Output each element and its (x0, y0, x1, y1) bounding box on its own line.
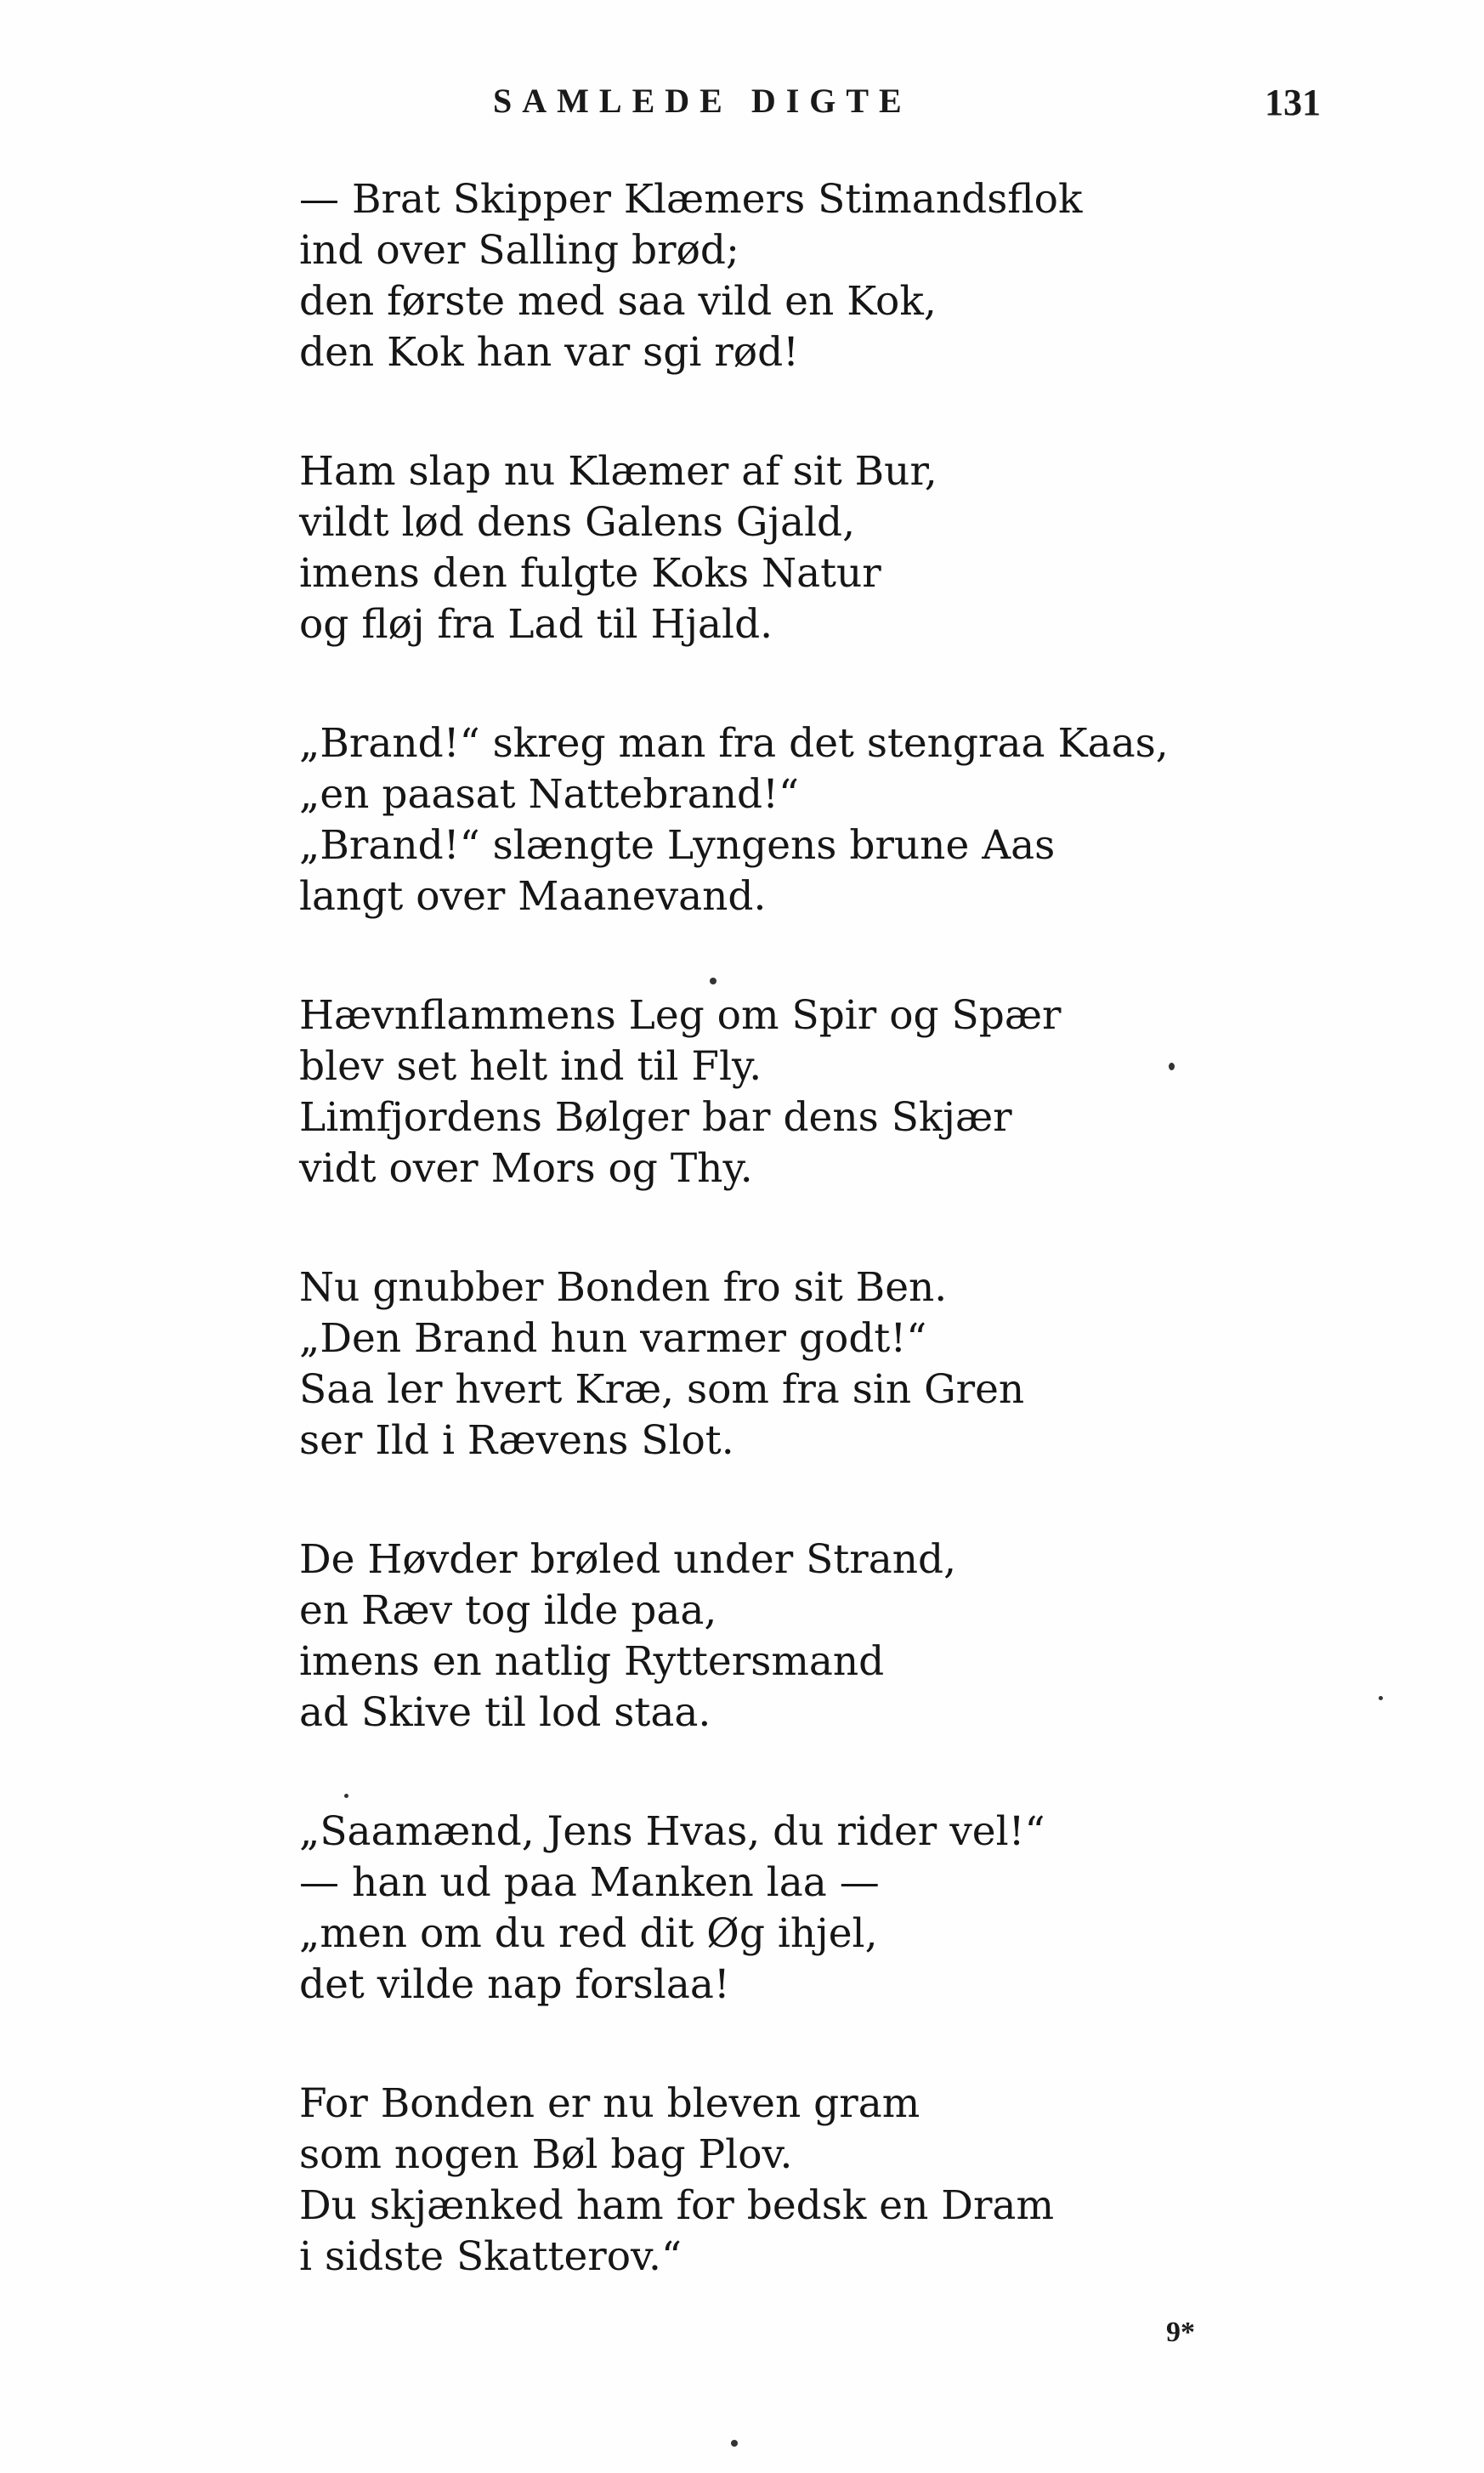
poem-line: langt over Maanevand. (299, 873, 767, 920)
poem-line: „men om du red dit Øg ihjel, (299, 1910, 878, 1957)
stanza-8 (299, 2079, 1362, 2283)
stanza-3 (299, 718, 1362, 922)
scan-speck (1379, 1696, 1383, 1700)
poem-line: vildt lød dens Galens Gjald, (299, 499, 856, 546)
poem-line: Ham slap nu Klæmer af sit Bur, (299, 448, 937, 495)
scan-speck (710, 978, 717, 984)
poem-line: ser Ild i Rævens Slot. (299, 1417, 734, 1464)
poem (299, 174, 1362, 2351)
poem-line: Limfjordens Bølger bar dens Skjær (299, 1094, 1012, 1141)
poem-line: De Høvder brøled under Strand, (299, 1536, 957, 1583)
poem-line: en Ræv tog ilde paa, (299, 1587, 717, 1634)
poem-line: Hævnflammens Leg om Spir og Spær (299, 992, 1062, 1039)
poem-line: vidt over Mors og Thy. (299, 1145, 753, 1192)
poem-line: imens den fulgte Koks Natur (299, 550, 881, 597)
poem-line: ind over Salling brød; (299, 227, 739, 274)
stanza-6 (299, 1534, 1362, 1738)
poem-line: i sidste Skatterov.“ (299, 2233, 682, 2280)
poem-line: „en paasat Nattebrand!“ (299, 771, 800, 818)
poem-line: „Saamænd, Jens Hvas, du rider vel!“ (299, 1808, 1045, 1855)
poem-line: blev set helt ind til Fly. (299, 1043, 762, 1090)
scan-speck (344, 1794, 348, 1798)
poem-line: den første med saa vild en Kok, (299, 278, 937, 325)
poem-line: „Brand!“ slængte Lyngens brune Aas (299, 822, 1056, 869)
poem-line: Du skjænked ham for bedsk en Dram (299, 2182, 1055, 2229)
printer-signature-mark: 9* (1166, 2317, 1195, 2348)
poem-line: det vilde nap forslaa! (299, 1961, 730, 2008)
poem-line: „Den Brand hun varmer godt!“ (299, 1315, 927, 1362)
scan-speck (1169, 1063, 1175, 1070)
poem-line: ad Skive til lod staa. (299, 1689, 711, 1736)
poem-line: — Brat Skipper Klæmers Stimandsflok (299, 176, 1083, 223)
stanza-1 (299, 174, 1362, 378)
stanza-2 (299, 446, 1362, 650)
stanza-7 (299, 1807, 1362, 2011)
poem-line: Nu gnubber Bonden fro sit Ben. (299, 1264, 948, 1311)
scan-speck (731, 2440, 738, 2447)
poem-line: og fløj fra Lad til Hjald. (299, 601, 773, 648)
stanza-5 (299, 1262, 1362, 1466)
poem-line: den Kok han var sgi rød! (299, 329, 800, 376)
poem-line: imens en natlig Ryttersmand (299, 1638, 885, 1685)
stanza-4 (299, 990, 1362, 1194)
poem-line: som nogen Bøl bag Plov. (299, 2131, 793, 2178)
page-number: 131 (1265, 82, 1321, 123)
poem-line: — han ud paa Manken laa — (299, 1859, 880, 1906)
poem-line: „Brand!“ skreg man fra det stengraa Kaas, (299, 720, 1169, 767)
poem-line: Saa ler hvert Kræ, som fra sin Gren (299, 1366, 1025, 1413)
poem-line: For Bonden er nu bleven gram (299, 2080, 920, 2127)
running-title: SAMLEDE DIGTE (493, 82, 912, 120)
